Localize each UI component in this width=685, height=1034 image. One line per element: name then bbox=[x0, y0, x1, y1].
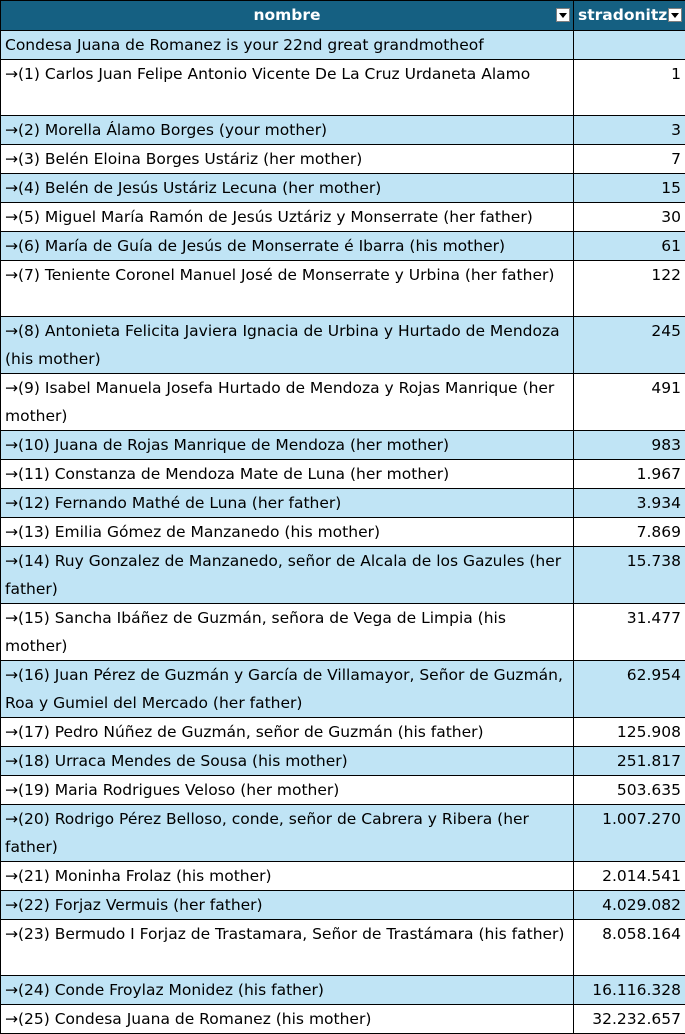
stradonitz-number-cell[interactable]: 16.116.328 bbox=[574, 976, 685, 1005]
ancestor-name-cell[interactable]: →(14) Ruy Gonzalez de Manzanedo, señor de Alcala de los Gazules (her father) bbox=[1, 547, 574, 604]
stradonitz-number-cell[interactable]: 1.007.270 bbox=[574, 805, 685, 862]
stradonitz-number-cell[interactable]: 491 bbox=[574, 374, 685, 431]
table-row bbox=[1, 920, 685, 976]
column-header-stradonitz[interactable] bbox=[574, 1, 685, 31]
column-header-label: stradonitz bbox=[574, 1, 685, 30]
stradonitz-number-cell[interactable]: 7 bbox=[574, 145, 685, 174]
table-row bbox=[1, 862, 685, 891]
empty-cell[interactable] bbox=[574, 31, 685, 60]
stradonitz-number-cell[interactable]: 15.738 bbox=[574, 547, 685, 604]
stradonitz-number-cell[interactable]: 62.954 bbox=[574, 661, 685, 718]
stradonitz-number-cell[interactable]: 15 bbox=[574, 174, 685, 203]
ancestor-name-cell[interactable]: →(21) Moninha Frolaz (his mother) bbox=[1, 862, 574, 891]
ancestor-name-cell[interactable]: →(5) Miguel María Ramón de Jesús Uztáriz y Monserrate (her father) bbox=[1, 203, 574, 232]
stradonitz-number-cell[interactable]: 30 bbox=[574, 203, 685, 232]
table-row bbox=[1, 976, 685, 1005]
ancestor-name-cell[interactable]: →(3) Belén Eloina Borges Ustáriz (her mother) bbox=[1, 145, 574, 174]
stradonitz-number-cell[interactable]: 245 bbox=[574, 317, 685, 374]
column-header-label: nombre bbox=[1, 1, 573, 30]
filter-dropdown-button[interactable] bbox=[668, 8, 682, 22]
ancestor-name-cell[interactable]: →(9) Isabel Manuela Josefa Hurtado de Mendoza y Rojas Manrique (her mother) bbox=[1, 374, 574, 431]
ancestor-name-cell[interactable]: →(13) Emilia Gómez de Manzanedo (his mother) bbox=[1, 518, 574, 547]
ancestor-name-cell[interactable]: →(10) Juana de Rojas Manrique de Mendoza (her mother) bbox=[1, 431, 574, 460]
table-row bbox=[1, 718, 685, 747]
stradonitz-number-cell[interactable]: 503.635 bbox=[574, 776, 685, 805]
column-header-nombre[interactable] bbox=[1, 1, 574, 31]
table-row bbox=[1, 661, 685, 718]
ancestor-name-cell[interactable]: →(8) Antonieta Felicita Javiera Ignacia de Urbina y Hurtado de Mendoza (his mother) bbox=[1, 317, 574, 374]
ancestor-name-cell[interactable]: →(1) Carlos Juan Felipe Antonio Vicente De La Cruz Urdaneta Alamo bbox=[1, 60, 574, 116]
ancestor-name-cell[interactable]: →(22) Forjaz Vermuis (her father) bbox=[1, 891, 574, 920]
stradonitz-number-cell[interactable]: 1 bbox=[574, 60, 685, 116]
stradonitz-number-cell[interactable]: 3 bbox=[574, 116, 685, 145]
ancestor-name-cell[interactable]: →(6) María de Guía de Jesús de Monserrate é Ibarra (his mother) bbox=[1, 232, 574, 261]
chevron-down-icon bbox=[671, 13, 679, 18]
ancestor-name-cell[interactable]: →(15) Sancha Ibáñez de Guzmán, señora de Vega de Limpia (his mother) bbox=[1, 604, 574, 661]
stradonitz-number-cell[interactable]: 983 bbox=[574, 431, 685, 460]
table-row bbox=[1, 317, 685, 374]
intro-row bbox=[1, 31, 685, 60]
header-row bbox=[1, 1, 685, 31]
table-row bbox=[1, 374, 685, 431]
table-row bbox=[1, 489, 685, 518]
table-row bbox=[1, 174, 685, 203]
table-row bbox=[1, 776, 685, 805]
stradonitz-number-cell[interactable]: 7.869 bbox=[574, 518, 685, 547]
ancestor-name-cell[interactable]: →(12) Fernando Mathé de Luna (her father) bbox=[1, 489, 574, 518]
stradonitz-number-cell[interactable]: 61 bbox=[574, 232, 685, 261]
table-row bbox=[1, 891, 685, 920]
ancestor-name-cell[interactable]: →(7) Teniente Coronel Manuel José de Monserrate y Urbina (her father) bbox=[1, 261, 574, 317]
stradonitz-number-cell[interactable]: 251.817 bbox=[574, 747, 685, 776]
table-row bbox=[1, 518, 685, 547]
ancestor-name-cell[interactable]: →(17) Pedro Núñez de Guzmán, señor de Guzmán (his father) bbox=[1, 718, 574, 747]
ancestor-name-cell[interactable]: →(4) Belén de Jesús Ustáriz Lecuna (her mother) bbox=[1, 174, 574, 203]
ancestor-name-cell[interactable]: →(2) Morella Álamo Borges (your mother) bbox=[1, 116, 574, 145]
stradonitz-number-cell[interactable]: 32.232.657 bbox=[574, 1005, 685, 1034]
stradonitz-number-cell[interactable]: 125.908 bbox=[574, 718, 685, 747]
stradonitz-number-cell[interactable]: 8.058.164 bbox=[574, 920, 685, 976]
table-row bbox=[1, 232, 685, 261]
stradonitz-number-cell[interactable]: 122 bbox=[574, 261, 685, 317]
table-row bbox=[1, 145, 685, 174]
stradonitz-number-cell[interactable]: 31.477 bbox=[574, 604, 685, 661]
table-row bbox=[1, 547, 685, 604]
ancestor-name-cell[interactable]: →(20) Rodrigo Pérez Belloso, conde, señor de Cabrera y Ribera (her father) bbox=[1, 805, 574, 862]
chevron-down-icon bbox=[559, 13, 567, 18]
ancestor-name-cell[interactable]: →(23) Bermudo I Forjaz de Trastamara, Señor de Trastámara (his father) bbox=[1, 920, 574, 976]
table-row bbox=[1, 203, 685, 232]
table-row bbox=[1, 261, 685, 317]
stradonitz-number-cell[interactable]: 3.934 bbox=[574, 489, 685, 518]
ancestor-name-cell[interactable]: →(18) Urraca Mendes de Sousa (his mother) bbox=[1, 747, 574, 776]
ancestor-name-cell[interactable]: →(19) Maria Rodrigues Veloso (her mother) bbox=[1, 776, 574, 805]
stradonitz-number-cell[interactable]: 1.967 bbox=[574, 460, 685, 489]
stradonitz-number-cell[interactable]: 2.014.541 bbox=[574, 862, 685, 891]
ancestor-name-cell[interactable]: →(25) Condesa Juana de Romanez (his mother) bbox=[1, 1005, 574, 1034]
stradonitz-number-cell[interactable]: 4.029.082 bbox=[574, 891, 685, 920]
table-row bbox=[1, 116, 685, 145]
table-row bbox=[1, 460, 685, 489]
table-row bbox=[1, 805, 685, 862]
ancestor-name-cell[interactable]: →(16) Juan Pérez de Guzmán y García de Villamayor, Señor de Guzmán, Roa y Gumiel del Mercado (her father) bbox=[1, 661, 574, 718]
table-row bbox=[1, 604, 685, 661]
intro-cell[interactable]: Condesa Juana de Romanez is your 22nd great grandmotheof bbox=[1, 31, 574, 60]
table-row bbox=[1, 60, 685, 116]
table-row bbox=[1, 747, 685, 776]
table-row bbox=[1, 431, 685, 460]
ancestor-name-cell[interactable]: →(11) Constanza de Mendoza Mate de Luna (her mother) bbox=[1, 460, 574, 489]
ancestor-name-cell[interactable]: →(24) Conde Froylaz Monidez (his father) bbox=[1, 976, 574, 1005]
filter-dropdown-button[interactable] bbox=[556, 8, 570, 22]
